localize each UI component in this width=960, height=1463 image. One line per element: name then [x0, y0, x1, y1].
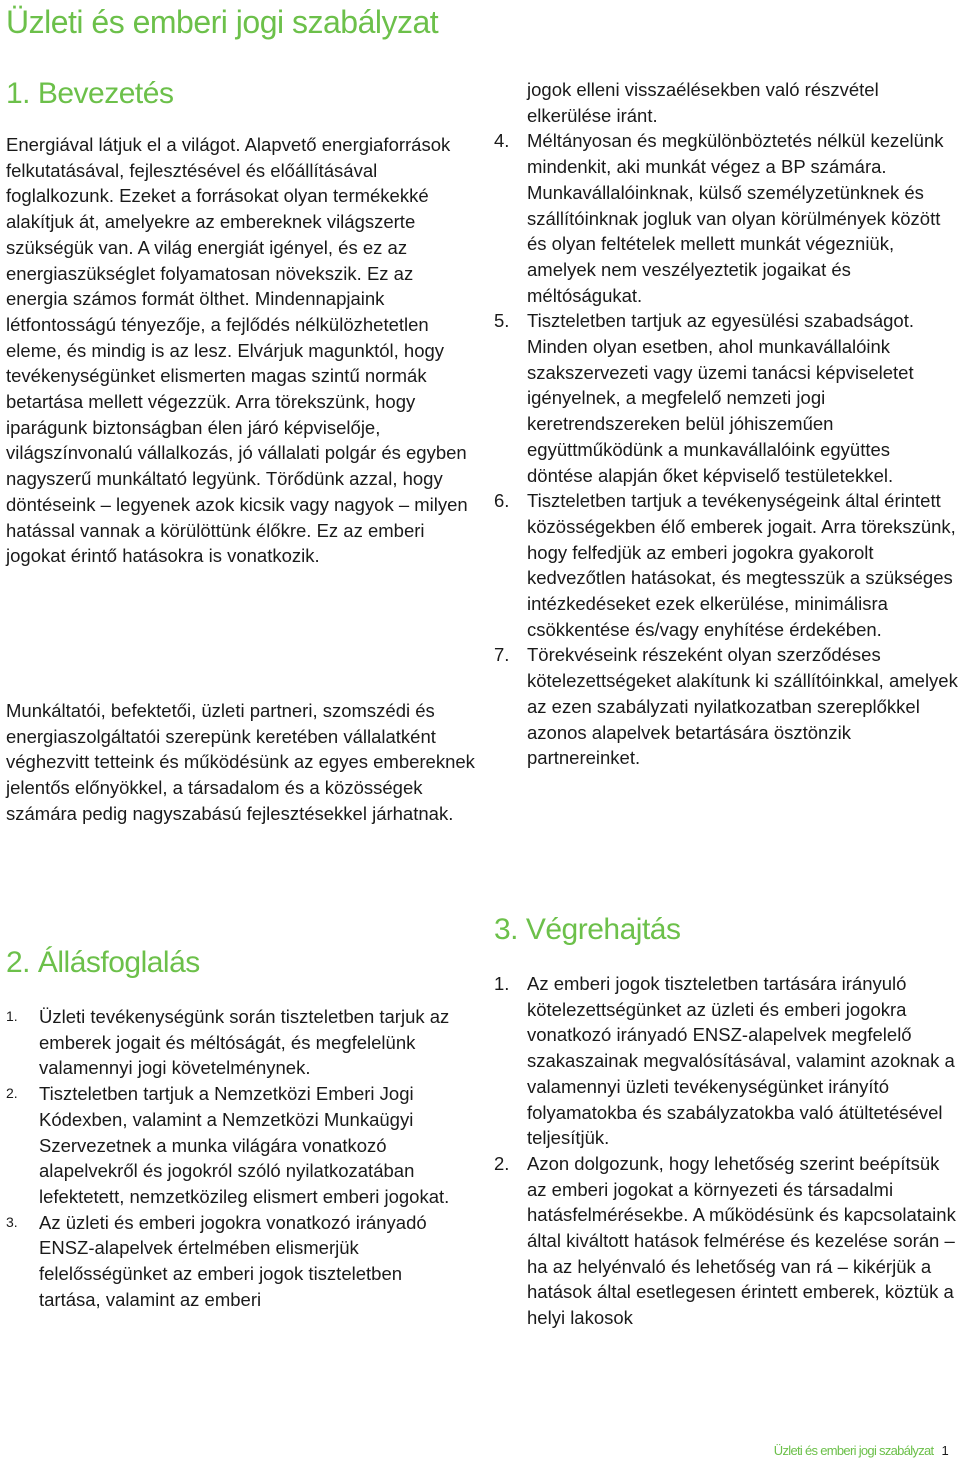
list-item-text: Az üzleti és emberi jogokra vonatkozó irányadó ENSZ-alapelvek értelmében elismerjük felelősségünket az emberi jogok tiszteletben tartása, valamint az emberi [39, 1211, 427, 1310]
position-list-continued [494, 77, 960, 771]
list-item [494, 971, 960, 1151]
implementation-list [494, 971, 960, 1331]
list-item [6, 1081, 466, 1210]
intro-text-1: Energiával látjuk el a világot. Alapvető energiaforrások felkutatásával, fejlesztésével és előállításával foglalkozunk. Ezeket a forrásokat olyan termékekké alakítjuk át, amelyekre az embereknek világszerte szükségük van. A világ energiát igényel, és ez az energiaszükséglet folyamatosan növekszik. Ez az energia számos formát ölthet. Mindennapjaink létfontosságú tényezője, a fejlődés nélkülözhetetlen eleme, és mindig is az lesz. Elvárjuk magunktól, hogy tevékenységünket elismerten magas szintű normák betartása mellett végezzük. Arra törekszünk, hogy iparágunk biztonságban élen járó képviselője, világszínvonalú vállalkozás, jó vállalati polgár és egyben nagyszerű munkáltató legyünk. Törődünk azzal, hogy döntéseink – legyenek azok kicsik vagy nagyok – milyen hatással vannak a körülöttünk élőkre. Ez az emberi jogokat érintő hatásokra is vonatkozik. [6, 134, 468, 567]
section-heading-implementation: 3. Végrehajtás [494, 913, 681, 946]
list-item [494, 308, 960, 488]
list-number: 1. [6, 1008, 18, 1024]
list-number: 4. [494, 130, 510, 152]
list-number: 7. [494, 644, 510, 666]
list-item-text: Az emberi jogok tiszteletben tartására irányuló kötelezettségünket az üzleti és emberi jogokra vonatkozó irányadó ENSZ-alapelvek megfelelő szakaszainak megvalósításával, valamint azoknak a valamennyi üzleti tevékenységünket irányító folyamatokba és szabályzatokba való átültetésével teljesítjük. [527, 973, 955, 1149]
list-item-text: Törekvéseink részeként olyan szerződéses kötelezettségeket alakítunk ki szállítóinkkal, amelyek az ezen szabályzati nyilatkozatban szereplőkkel azonos alapelvek betartására ösztönzik partnereinket. [527, 644, 958, 769]
list-number: 6. [494, 490, 510, 512]
document-title: Üzleti és emberi jogi szabályzat [6, 4, 439, 40]
list-item-text: Tiszteletben tartjuk a tevékenységeink által érintett közösségekben élő emberek jogait. Arra törekszünk, hogy felfedjük az emberi jogokra gyakorolt kedvezőtlen hatásokat, és megtesszük a szükséges intézkedéseket ezek elkerülése, minimálisra csökkentése és/vagy enyhítése érdekében. [527, 490, 956, 640]
page-footer [774, 1443, 948, 1458]
list-item-text: Tiszteletben tartjuk a Nemzetközi Emberi Jogi Kódexben, valamint a Nemzetközi Munkaügyi Szervezetnek a munka világára vonatkozó alapelvekről és jogokról szóló nyilatkozatában lefektetett, nemzetközileg elismert emberi jogokat. [39, 1083, 450, 1207]
intro-text-2: Munkáltatói, befektetői, üzleti partneri, szomszédi és energiaszolgáltatói szerepünk keretében vállalatként véghezvitt tetteink és működésünk az egyes embereknek jelentős előnyökkel, a társadalom és a közösségek számára pedig nagyszabású fejlesztésekkel járhatnak. [6, 700, 475, 824]
list-number: 1. [494, 973, 510, 994]
list-item [6, 1004, 466, 1081]
section-heading-position: 2. Állásfoglalás [6, 946, 200, 979]
list-item [494, 1151, 960, 1331]
intro-paragraph-2 [6, 698, 476, 827]
list-item [494, 642, 960, 771]
list-number: 5. [494, 310, 510, 332]
list-item [494, 488, 960, 642]
list-item [6, 1210, 466, 1313]
list-item-continuation: jogok elleni visszaélésekben való részvétel elkerülése iránt. [527, 79, 879, 126]
page-number: 1 [941, 1443, 948, 1458]
position-list [6, 1004, 466, 1312]
list-number: 3. [6, 1213, 18, 1230]
section-heading-introduction: 1. Bevezetés [6, 77, 174, 110]
intro-paragraph-1 [6, 132, 476, 569]
list-item-text: Üzleti tevékenységünk során tiszteletben tarjuk az emberek jogait és méltóságát, és megfelelünk valamennyi jogi követelménynek. [39, 1006, 450, 1079]
list-item-text: Méltányosan és megkülönböztetés nélkül kezelünk mindenkit, aki munkát végez a BP számára. Munkavállalóinknak, külső személyzetünknek és szállítóinknak jogluk van olyan körülmények között és olyan feltételek mellett munkát végezniük, amelyek nem veszélyeztetik jogaikat és méltóságukat. [527, 130, 944, 306]
list-number: 2. [6, 1085, 18, 1102]
list-item [494, 128, 960, 308]
list-number: 2. [494, 1152, 510, 1174]
footer-title: Üzleti és emberi jogi szabályzat [773, 1443, 934, 1458]
list-item-text: Tiszteletben tartjuk az egyesülési szabadságot. Minden olyan esetben, ahol munkavállalóink szakszervezeti vagy üzemi tanácsi képviseletet igényelnek, a megfelelő nemzeti jogi keretrendszereken belül jóhiszeműen együttműködünk a munkavállalóink együttes döntése alapján őket képviselő testületekkel. [527, 310, 915, 486]
list-item-text: Azon dolgozunk, hogy lehetőség szerint beépítsük az emberi jogokat a környezeti és társadalmi hatásfelmérésekbe. A működésünk és kapcsolataink által kiváltott hatások felmérése és kezelése során – ha az helyénvaló és lehetőség van rá – kikérjük a hatások által esetlegesen érintett emberek, köztük a helyi lakosok [527, 1152, 956, 1329]
